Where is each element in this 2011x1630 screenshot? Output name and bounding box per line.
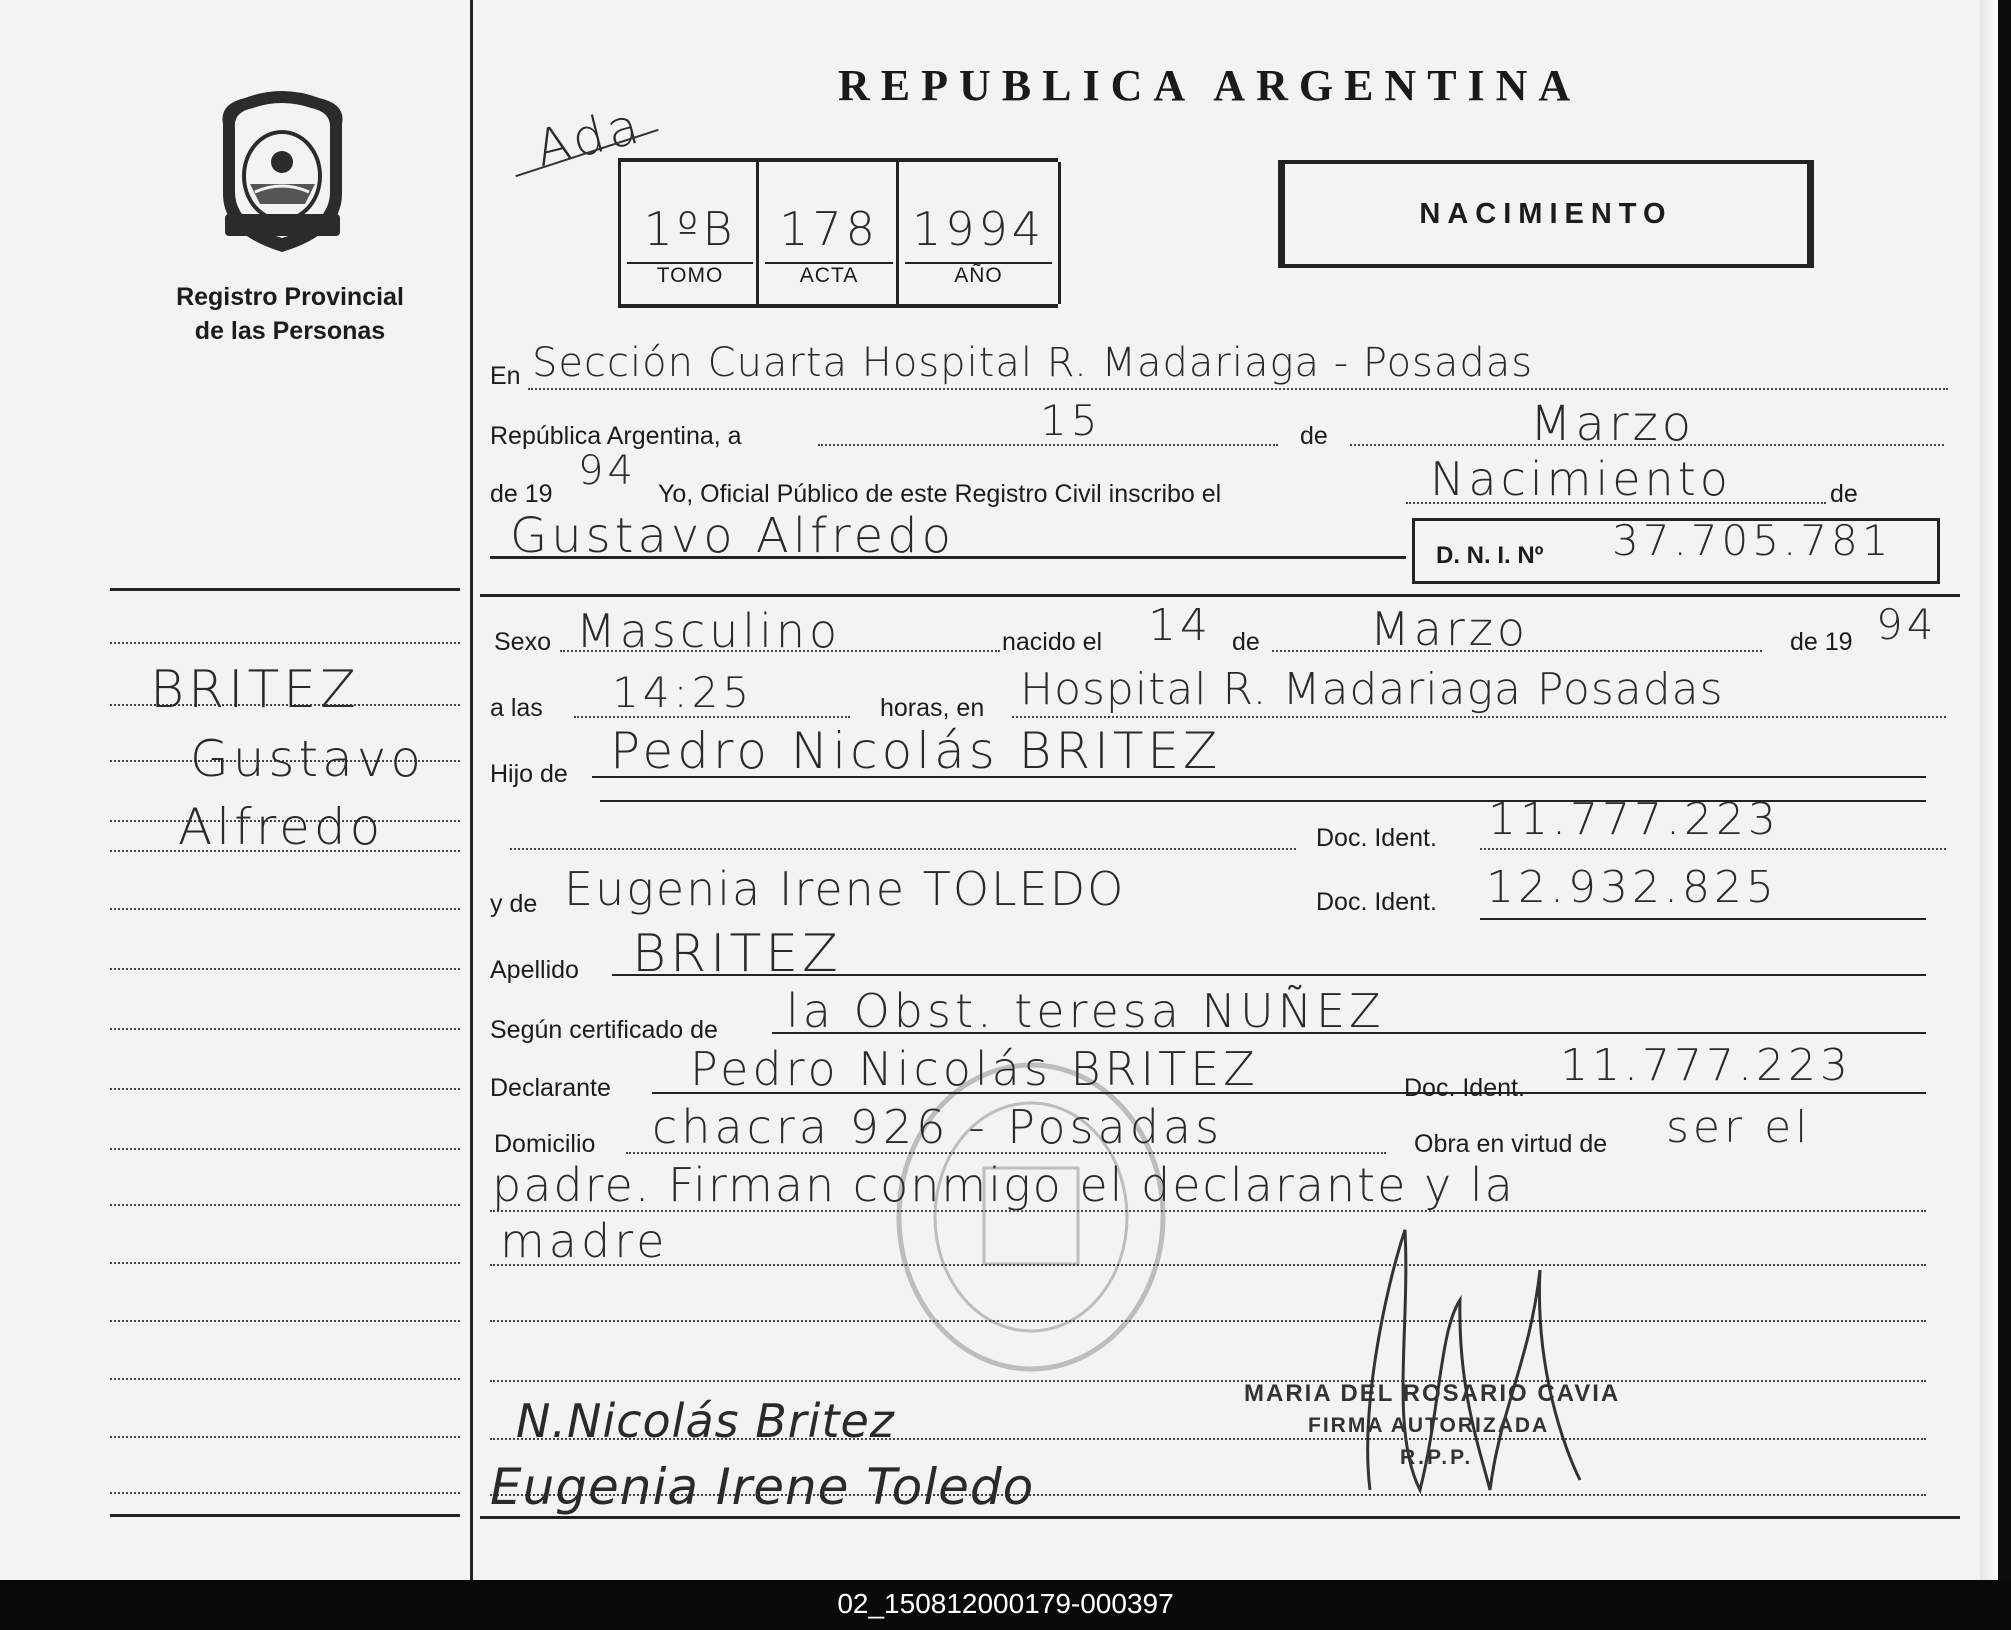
anio-cell	[896, 162, 1061, 304]
footer-bar	[0, 1580, 2011, 1630]
label-de19: de 19	[490, 480, 553, 508]
value-nac-mes: Marzo	[1370, 602, 1530, 656]
label-doc-ident-3: Doc. Ident.	[1404, 1074, 1525, 1102]
tomo-label: TOMO	[656, 264, 724, 287]
label-en: En	[490, 362, 521, 390]
value-declarante-doc: 11.777.223	[1560, 1040, 1852, 1091]
margin-name-2: Alfredo	[178, 798, 385, 856]
margin-line	[110, 908, 460, 910]
document-type-box: NACIMIENTO	[1278, 160, 1814, 268]
value-certificado: la Obst. teresa NUÑEZ	[786, 984, 1385, 1038]
label-de: de	[1300, 422, 1328, 450]
registry-name	[110, 280, 470, 348]
bottom-rule	[480, 1516, 1960, 1519]
label-domicilio: Domicilio	[494, 1130, 596, 1158]
label-hijo-de: Hijo de	[490, 760, 568, 788]
signature-declarante: N.Nicolás Britez	[516, 1394, 895, 1448]
label-de-year: de 19	[1790, 628, 1853, 656]
label-de-mes: de	[1232, 628, 1260, 656]
label-dni: D. N. I. Nº	[1436, 542, 1544, 569]
line-lugar	[1012, 716, 1946, 718]
value-nac-dia: 14	[1148, 600, 1212, 651]
line-padre-doc	[1480, 848, 1946, 850]
line-padre-3	[510, 848, 1296, 850]
registry-line-2: de las Personas	[194, 317, 386, 345]
margin-line	[110, 642, 460, 644]
column-divider	[470, 0, 473, 1580]
margin-line	[110, 1378, 460, 1380]
official-signature	[1330, 1210, 1630, 1500]
value-madre: Eugenia Irene TOLEDO	[564, 862, 1126, 916]
label-apellido: Apellido	[490, 956, 579, 984]
value-domicilio: chacra 926 - Posadas	[652, 1100, 1224, 1154]
label-doc-ident-1: Doc. Ident.	[1316, 824, 1437, 852]
label-republica: República Argentina, a	[490, 422, 742, 450]
label-sexo: Sexo	[494, 628, 551, 656]
stamp-name: MARIA DEL ROSARIO CAVIA	[1244, 1380, 1621, 1407]
value-obra-2: padre. Firman conmigo el declarante y la	[492, 1158, 1515, 1212]
anio-value: 1994	[911, 202, 1046, 256]
stamp-office: R.P.P.	[1400, 1446, 1474, 1469]
signature-madre: Eugenia Irene Toledo	[490, 1458, 1035, 1516]
value-seccion: Sección Cuarta Hospital R. Madariaga - Posadas	[532, 340, 1534, 386]
tomo-value: 1ºB	[643, 202, 737, 256]
line-seccion	[528, 388, 1948, 390]
value-dia: 15	[1040, 396, 1102, 445]
margin-line	[110, 1262, 460, 1264]
value-sexo: Masculino	[576, 604, 842, 658]
label-obra: Obra en virtud de	[1414, 1130, 1608, 1158]
value-padre-doc: 11.777.223	[1488, 794, 1780, 845]
tomo-cell	[618, 162, 759, 304]
label-de-suffix: de	[1830, 480, 1858, 508]
value-mes: Marzo	[1530, 396, 1696, 452]
value-nac-anio: 94	[1876, 600, 1938, 649]
line-obra-3	[490, 1264, 1926, 1266]
value-declarante: Pedro Nicolás BRITEZ	[690, 1042, 1259, 1096]
stamp-role: FIRMA AUTORIZADA	[1308, 1414, 1550, 1437]
margin-surname: BRITEZ	[150, 660, 360, 720]
value-anio: 94	[578, 448, 637, 494]
line-blank	[490, 1320, 1926, 1322]
anio-label: AÑO	[954, 264, 1003, 287]
label-oficial: Yo, Oficial Público de este Registro Civil inscribo el	[658, 480, 1222, 508]
margin-line	[110, 1148, 460, 1150]
acta-cell	[756, 162, 899, 304]
section-divider	[480, 594, 1960, 597]
acta-label: ACTA	[799, 264, 859, 287]
margin-line	[110, 968, 460, 970]
label-doc-ident-2: Doc. Ident.	[1316, 888, 1437, 916]
label-nacido: nacido el	[1002, 628, 1103, 656]
value-dni: 37.705.781	[1612, 516, 1893, 565]
label-horas: horas, en	[880, 694, 985, 722]
margin-name-1: Gustavo	[190, 730, 425, 788]
value-obra-1: ser el	[1666, 1102, 1812, 1153]
value-nombre: Gustavo Alfredo	[510, 508, 956, 564]
margin-bottom-rule	[110, 1514, 460, 1517]
reference-table	[618, 158, 1058, 308]
value-acto: Nacimiento	[1430, 452, 1732, 506]
value-madre-doc: 12.932.825	[1486, 862, 1778, 913]
value-apellido: BRITEZ	[632, 924, 842, 984]
label-segun: Según certificado de	[490, 1016, 718, 1044]
value-lugar: Hospital R. Madariaga Posadas	[1020, 664, 1724, 715]
label-y-de: y de	[490, 890, 538, 918]
page-title: REPUBLICA ARGENTINA	[838, 61, 1582, 110]
label-a-las: a las	[490, 694, 543, 722]
value-obra-3: madre	[500, 1214, 669, 1268]
value-hora: 14:25	[612, 668, 754, 717]
handwritten-annotation: Ada	[529, 95, 649, 179]
line-madre	[1480, 918, 1926, 920]
file-id: 02_150812000179-000397	[837, 1588, 1174, 1619]
margin-line	[110, 1320, 460, 1322]
margin-line	[110, 1436, 460, 1438]
line-blank	[490, 1380, 1926, 1382]
label-declarante: Declarante	[490, 1074, 611, 1102]
provincial-emblem	[205, 84, 360, 254]
value-padre: Pedro Nicolás BRITEZ	[610, 722, 1222, 780]
margin-top-rule	[110, 588, 460, 591]
registry-line-1: Registro Provincial	[176, 283, 404, 311]
margin-line	[110, 1492, 460, 1494]
margin-line	[110, 1028, 460, 1030]
official-seal	[892, 1058, 1170, 1376]
acta-value: 178	[779, 202, 879, 256]
margin-line	[110, 1204, 460, 1206]
margin-line	[110, 1088, 460, 1090]
